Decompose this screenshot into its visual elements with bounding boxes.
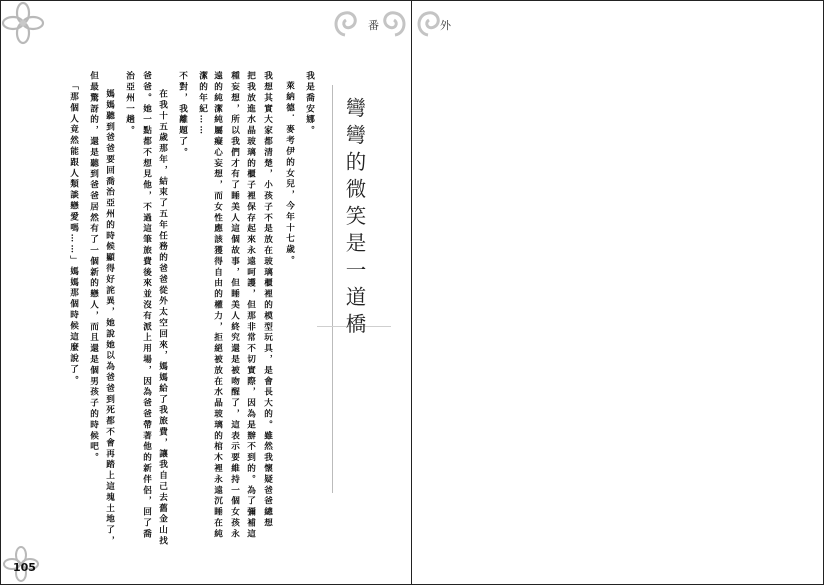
text-column: 我想其實大家都清楚，小孩子不是放在玻璃櫃裡的模型玩具，是會長大的。雖然我懷疑爸爸總想 xyxy=(262,71,273,529)
page-number: 105 xyxy=(13,561,36,574)
text-column: 潔的年紀…… xyxy=(197,71,208,137)
text-column: 治亞州一趟。 xyxy=(124,71,135,137)
text-column: 萊納德．麥考伊的女兒，今年十七歲。 xyxy=(284,81,295,267)
text-column: 遠的純潔純屬癡心妄想，而女性應該獲得自由的權力，拒絕被放在水晶玻璃的棺木裡永遠沉睡在純 xyxy=(212,71,223,540)
text-column: 爸爸。她一點都不想見他，不過這筆旅費後來並沒有派上用場，因為爸爸帶著他的新伴侶，回了喬 xyxy=(141,71,152,540)
text-column: 我是喬安娜。 xyxy=(304,71,315,137)
text-column: 不對，我離題了。 xyxy=(177,71,188,159)
running-head: 番 xyxy=(368,19,379,32)
text-column: 媽媽聽到爸爸要回喬治亞州的時候顯得好詫異，她說她以為爸爸到死都不會再踏上這塊土地了， xyxy=(104,89,115,547)
text-column: 把我放進水晶玻璃的櫃子裡保存起來永遠呵護，但那非常不切實際，因為是辦不到的。為了彌補這 xyxy=(245,71,256,540)
text-column: 但最驚訝的，還是聽到爸爸居然有了一個新的戀人，而且還是個男孩子的時候吧。 xyxy=(88,71,99,464)
chapter-title: 彎彎的微笑是一道橋 xyxy=(342,97,366,340)
right-page xyxy=(412,0,824,585)
running-head: 外 xyxy=(440,19,451,32)
title-rule-vertical xyxy=(332,85,333,493)
text-column: 種妄想，所以我們才有了睡美人這個故事，但睡美人終究還是被吻醒了，這表示要維持一個女孩永 xyxy=(229,71,240,540)
flower-ornament-icon xyxy=(1,1,49,49)
text-column: 在我十五歲那年，結束了五年任務的爸爸從外太空回來，媽媽給了我旅費，讓我自己去舊金山找 xyxy=(157,89,168,547)
text-column: 「那個人竟然能跟人類談戀愛嗎……」媽媽那個時候這麼說了。 xyxy=(68,81,79,387)
